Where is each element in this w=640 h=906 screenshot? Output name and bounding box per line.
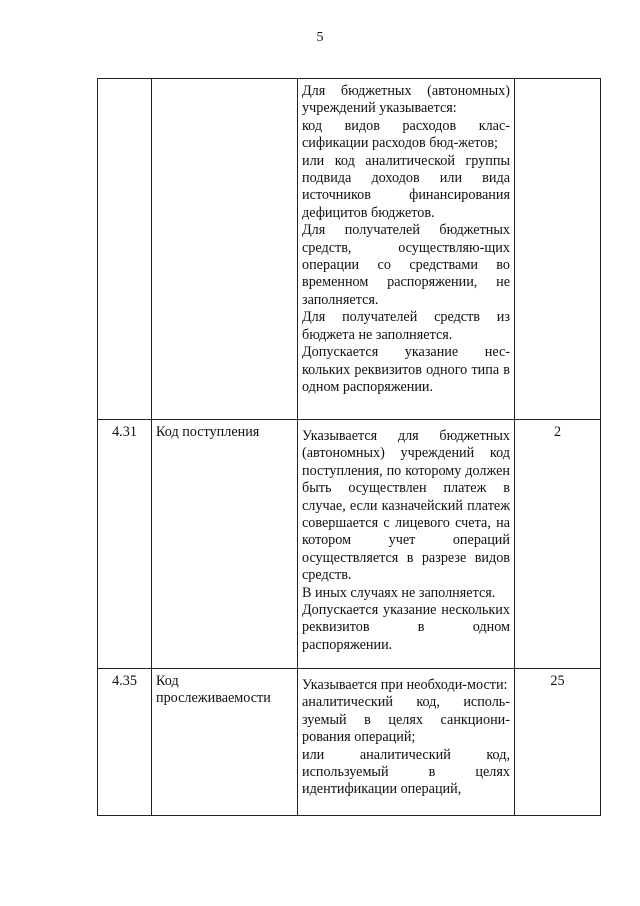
description-paragraph: Указывается при необходи-мости: bbox=[302, 677, 508, 693]
table-row bbox=[98, 669, 601, 816]
row-number: 4.31 bbox=[98, 420, 152, 669]
description-paragraph: или код аналитической группы подвида доходов или вида источников финансирования дефицитов бюджетов. bbox=[302, 152, 510, 221]
description-paragraph: аналитический код, исполь-зуемый в целях санкциони-рования операций; bbox=[302, 694, 510, 746]
requisite-description bbox=[298, 79, 515, 420]
row-number: 4.35 bbox=[98, 669, 152, 816]
requisites-table bbox=[97, 78, 601, 816]
requisite-name bbox=[152, 79, 298, 420]
requisite-length: 2 bbox=[515, 420, 601, 669]
description-paragraph: Указывается для бюджетных (автономных) учреждений код поступления, по которому должен быть осуществлен платеж в случае, если казначейский платеж совершается с лицевого счета, на котором учет операций осуществляется в разрезе видов средств. bbox=[302, 428, 510, 584]
requisite-name: Код прослеживаемости bbox=[152, 669, 298, 816]
row-number bbox=[98, 79, 152, 420]
table-row bbox=[98, 79, 601, 420]
description-paragraph: Допускается указание нескольких реквизитов в одном распоряжении. bbox=[302, 602, 510, 653]
description-paragraph: Для получателей средств из бюджета не заполняется. bbox=[302, 309, 510, 343]
page-number: 5 bbox=[316, 30, 324, 45]
description-paragraph: Для получателей бюджетных средств, осуществляю-щих операции со средствами во временном распоряжении, не заполняется. bbox=[302, 222, 510, 308]
requisite-length bbox=[515, 79, 601, 420]
description-paragraph: или аналитический код, используемый в целях идентификации операций, bbox=[302, 746, 510, 798]
table-row bbox=[98, 420, 601, 669]
requisite-length: 25 bbox=[515, 669, 601, 816]
requisite-name: Код поступления bbox=[152, 420, 298, 669]
requisite-description bbox=[298, 669, 515, 816]
description-paragraph: В иных случаях не заполняется. bbox=[302, 584, 496, 601]
requisite-description bbox=[298, 420, 515, 669]
description-paragraph: код видов расходов клас-сификации расходов бюд-жетов; bbox=[302, 117, 510, 152]
description-paragraph: Для бюджетных (автономных) учреждений указывается: bbox=[302, 83, 510, 117]
description-paragraph: Допускается указание нес-кольких реквизитов одного типа в одном распоряжении. bbox=[302, 344, 510, 395]
